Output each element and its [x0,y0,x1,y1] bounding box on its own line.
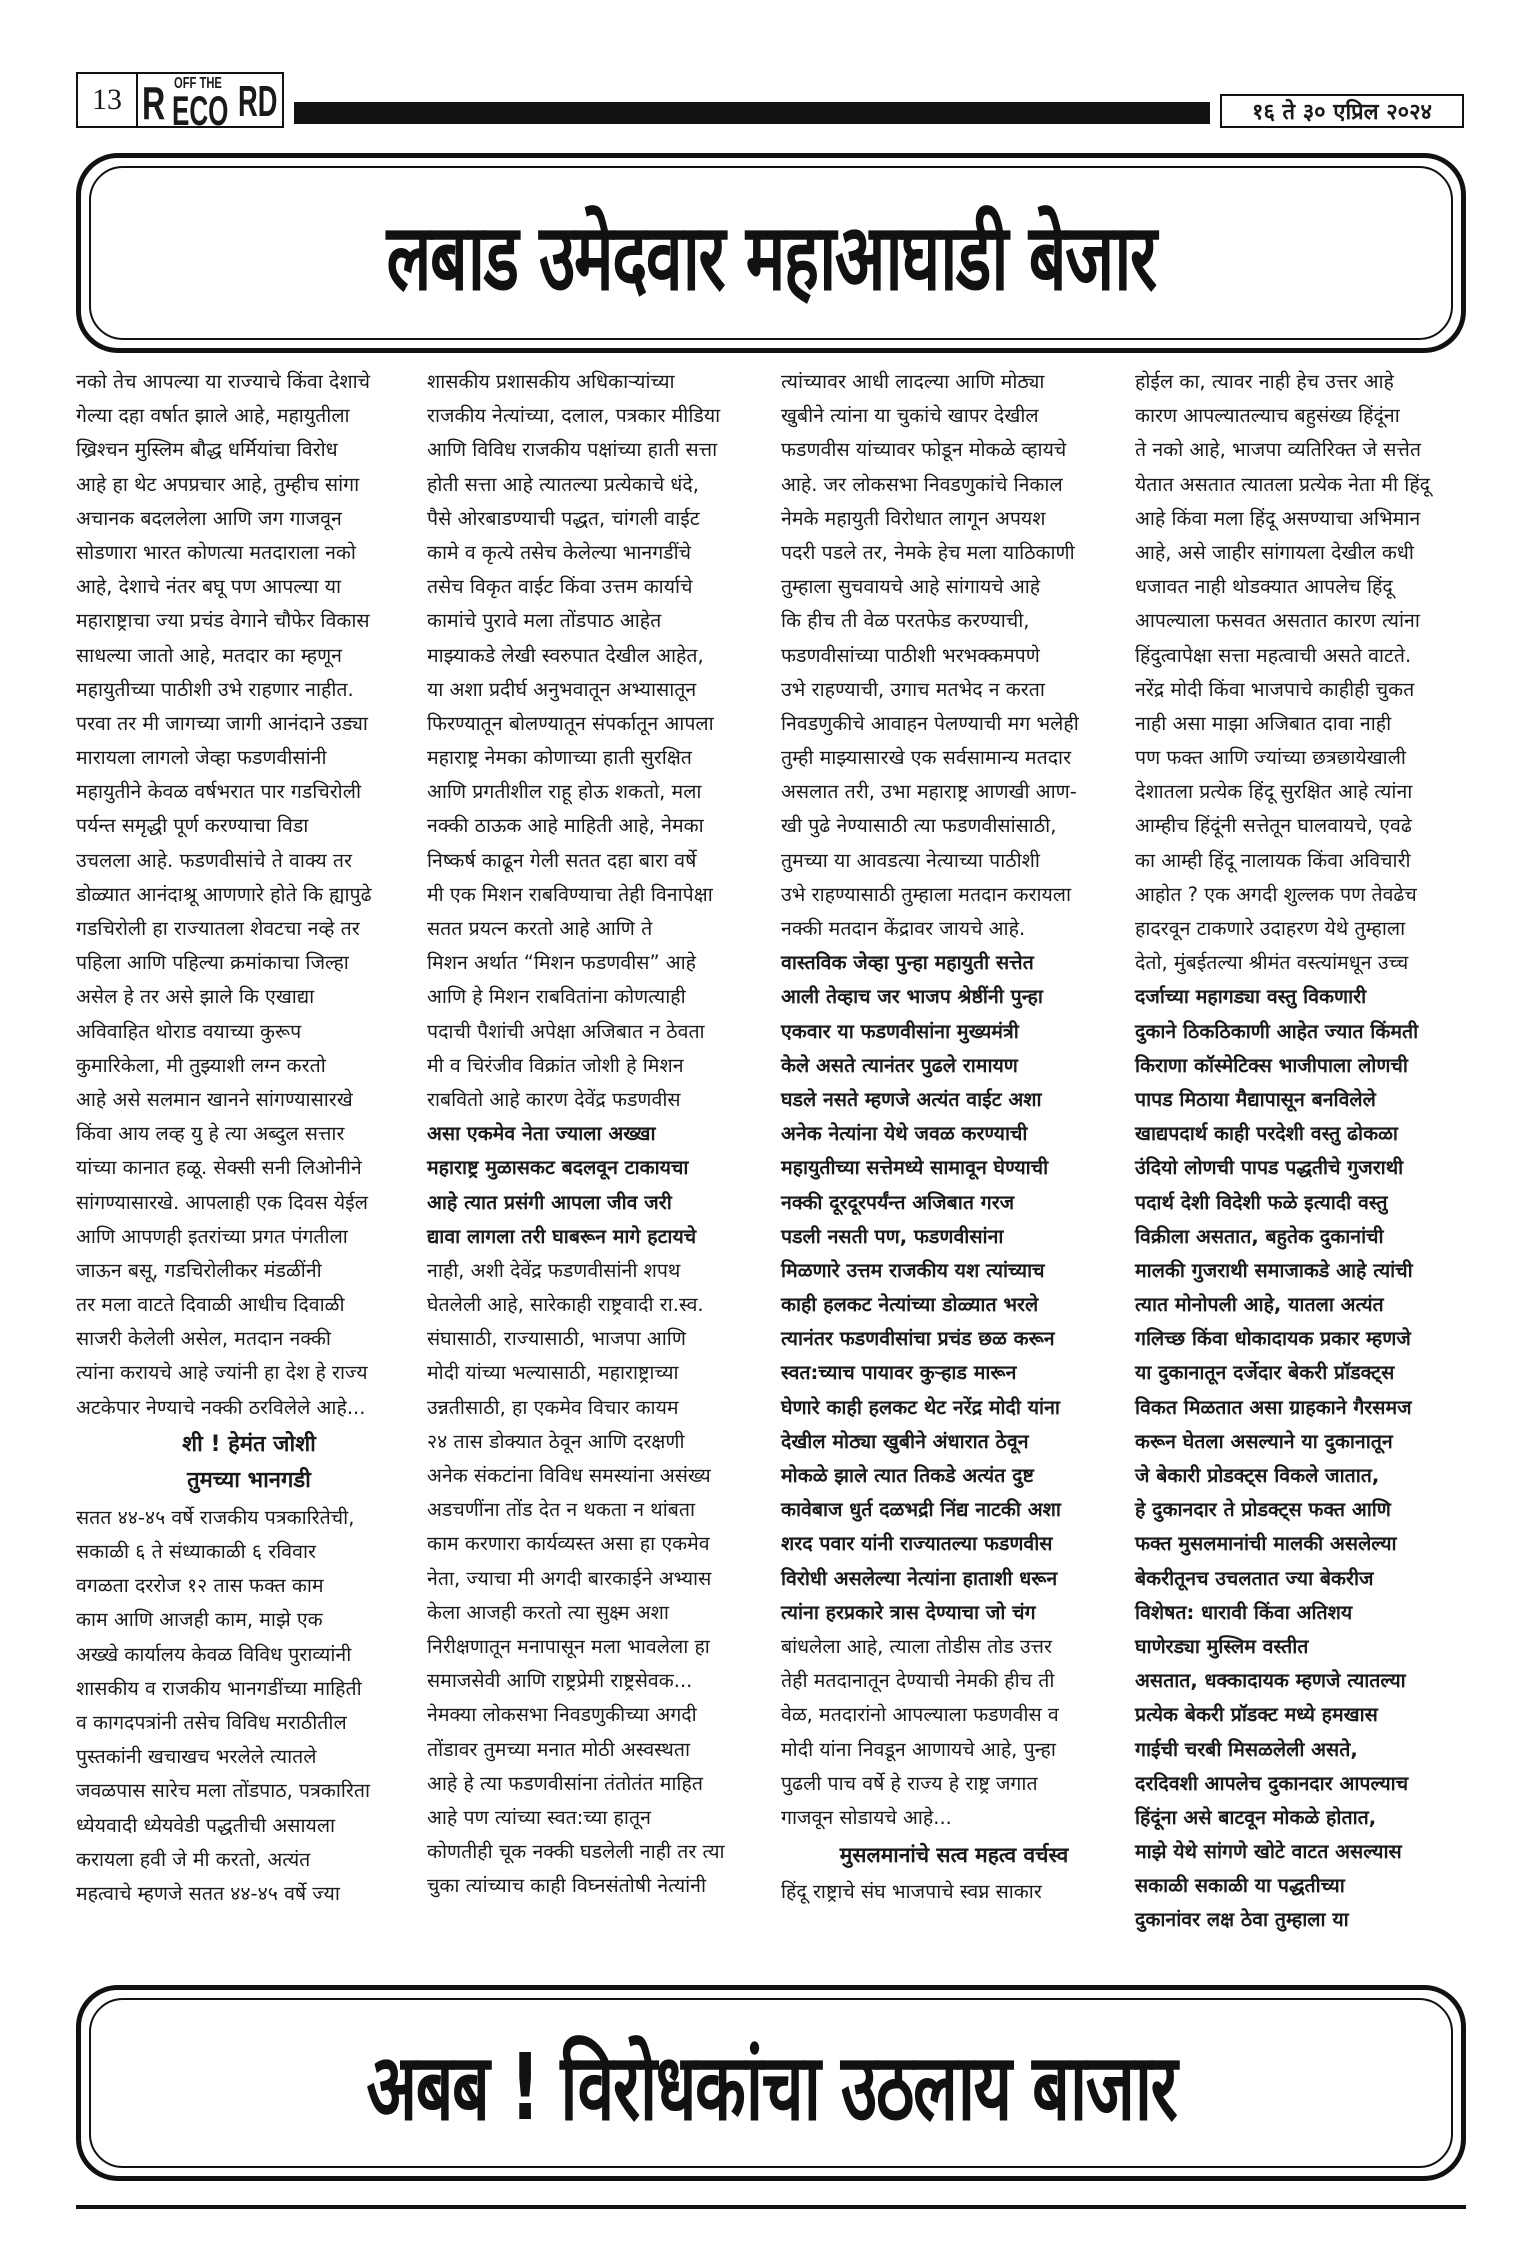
text-line: दर्जाच्या महागड्या वस्तु विकणारी [1135,985,1367,1009]
text-line: केला आजही करतो त्या सुक्ष्म अशा [427,1600,669,1624]
text-line: काम आणि आजही काम, माझे एक [76,1608,323,1632]
text-line: मालकी गुजराथी समाजाकडे आहे त्यांची [1135,1258,1413,1282]
text-line: पापड मिठाया मैद्यापासून बनविलेले [1135,1087,1376,1111]
text-line: बांधलेला आहे, त्याला तोडीस तोड उत्तर [781,1634,1052,1658]
text-line: निवडणुकीचे आवाहन पेलण्याची मग भलेही [781,711,1079,735]
text-line: परवा तर मी जागच्या जागी आनंदाने उड्या [76,711,368,735]
text-line: विरोधी असलेल्या नेत्यांना हाताशी धरून [781,1566,1058,1590]
text-line: त्यांना करायचे आहे ज्यांनी हा देश हे राज्य [76,1361,368,1385]
text-line: डोळ्यात आनंदाश्रू आणणारे होते कि ह्यापुढे [76,882,372,906]
text-line: किंवा आय लव्ह यु हे त्या अब्दुल सत्तार [76,1122,345,1146]
text-line: अविवाहित थोराड वयाच्या कुरूप [76,1019,302,1043]
text-line: राजकीय नेत्यांच्या, दलाल, पत्रकार मीडिया [427,404,721,428]
text-line: आणि प्रगतीशील राहू होऊ शकतो, मला [427,780,702,804]
text-line: माझ्याकडे लेखी स्वरुपात देखील आहेत, [427,643,704,667]
text-line: महाराष्ट्राचा ज्या प्रचंड वेगाने चौफेर विकास [76,609,370,633]
text-line: वेळ, मतदारांनो आपल्याला फडणवीस व [781,1703,1059,1727]
text-line: शरद पवार यांनी राज्यातल्या फडणवीस [781,1532,1053,1556]
text-line: निष्कर्ष काढून गेली सतत दहा बारा वर्षे [427,848,697,872]
text-line: दुकानांवर लक्ष ठेवा तुम्हाला या [1135,1908,1349,1932]
text-line: आणि आपणही इतरांच्या प्रगत पंगतीला [76,1224,348,1248]
text-line: आहे पण त्यांच्या स्वत:च्या हातून [427,1805,651,1829]
subheading: मुसलमानांचे सत्व महत्व वर्चस्व [839,1843,1069,1868]
article-column-2 [427,365,773,1903]
text-line: हे दुकानदार ते प्रोडक्ट्स फक्त आणि [1135,1498,1391,1522]
headline-box-bottom [76,1985,1466,2181]
text-line: नक्की मतदान केंद्रावर जायचे आहे. [781,917,1026,940]
text-line: ते नको आहे, भाजपा व्यतिरिक्त जे सत्तेत [1135,438,1421,462]
text-line: यांच्या कानात हळू. सेक्सी सनी लिओनीने [76,1156,362,1180]
text-line: देखील मोठ्या खुबीने अंधारात ठेवून [781,1429,1029,1453]
text-line: एकवार या फडणवीसांना मुख्यमंत्री [781,1019,1019,1043]
text-line: समाजसेवी आणि राष्ट्रप्रेमी राष्ट्रसेवक... [427,1669,693,1693]
logo-letter-r: R [142,77,165,128]
text-line: पदार्थ देशी विदेशी फळे इत्यादी वस्तु [1135,1190,1388,1214]
text-line: कि हीच ती वेळ परतफेड करण्याची, [781,609,1030,633]
text-line: कामांचे पुरावे मला तोंडपाठ आहेत [427,609,662,633]
text-line: उचलला आहे. फडणवीसांचे ते वाक्य तर [76,848,352,872]
text-line: अनेक नेत्यांना येथे जवळ करण्याची [781,1122,1028,1146]
text-line: उभे राहण्यासाठी तुम्हाला मतदान करायला [781,882,1072,906]
text-line: अनेक संकटांना विविध समस्यांना असंख्य [427,1464,711,1487]
text-line: महायुतीच्या सत्तेमध्ये सामावून घेण्याची [781,1156,1049,1180]
text-line: ख्रिश्चन मुस्लिम बौद्ध धर्मियांचा विरोध [76,438,338,462]
text-line: नाही असा माझा अजिबात दावा नाही [1135,711,1392,735]
text-line: हादरवून टाकणारे उदाहरण येथे तुम्हाला [1135,917,1406,940]
text-line: सकाळी ६ ते संध्याकाळी ६ रविवार [76,1540,316,1563]
text-line: आहे हा थेट अपप्रचार आहे, तुम्हीच सांगा [76,472,360,496]
text-line: नक्की ठाऊक आहे माहिती आहे, नेमका [427,814,704,838]
article-column-1 [76,365,422,1911]
text-line: हिंदुत्वापेक्षा सत्ता महत्वाची असते वाटते. [1135,643,1412,667]
text-line: आली तेव्हाच जर भाजप श्रेष्ठींनी पुन्हा [781,985,1043,1009]
text-line: घाणेरड्या मुस्लिम वस्तीत [1135,1634,1309,1658]
text-line: संघासाठी, राज्यासाठी, भाजपा आणि [427,1327,686,1351]
logo-off-the: OFF THE [174,75,222,92]
text-line: मारायला लागलो जेव्हा फडणवीसांनी [76,746,327,770]
headline-box-top [76,153,1466,353]
text-line: आणि विविध राजकीय पक्षांच्या हाती सत्ता [427,438,718,462]
text-line: खुबीने त्यांना या चुकांचे खापर देखील [781,404,1039,428]
text-line: विकत मिळतात असा ग्राहकाने गैरसमज [1135,1395,1412,1419]
text-line: नेता, ज्याचा मी अगदी बारकाईने अभ्यास [427,1566,712,1590]
text-line: २४ तास डोक्यात ठेवून आणि दरक्षणी [427,1429,685,1453]
text-line: फडणवीस यांच्यावर फोडून मोकळे व्हायचे [781,438,1067,462]
text-line: करून घेतला असल्याने या दुकानातून [1135,1429,1393,1453]
text-line: कुमारिकेला, मी तुझ्याशी लग्न करतो [76,1053,326,1077]
text-line: अख्खे कार्यालय केवळ विविध पुराव्यांनी [76,1642,352,1666]
text-line: विशेषत: धारावी किंवा अतिशय [1135,1600,1353,1624]
text-line: आहे, देशाचे नंतर बघू पण आपल्या या [76,575,342,599]
text-line: मी व चिरंजीव विक्रांत जोशी हे मिशन [427,1053,684,1077]
text-line: पदाची पैशांची अपेक्षा अजिबात न ठेवता [427,1019,705,1043]
text-line: नक्की दूरदूरपर्यंन्त अजिबात गरज [781,1190,1015,1214]
text-line: अचानक बदललेला आणि जग गाजवून [76,506,342,530]
text-line: खी पुढे नेण्यासाठी त्या फडणवीसांसाठी, [781,814,1057,838]
text-line: पडली नसती पण, फडणवीसांना [781,1224,1004,1248]
column-1-body-continued [76,1501,422,1911]
headline-bottom: अबब ! विरोधकांचा उठलाय बाजार [366,2033,1176,2141]
text-line: नको तेच आपल्या या राज्याचे किंवा देशाचे [76,370,371,393]
text-line: त्यांच्यावर आधी लादल्या आणि मोठ्या [781,370,1045,393]
text-line: मोदी यांना निवडून आणायचे आहे, पुन्हा [781,1737,1056,1761]
text-line: किराणा कॉस्मेटिक्स भाजीपाला लोणची [1135,1053,1408,1077]
text-line: तुम्ही माझ्यासारखे एक सर्वसामान्य मतदार [781,746,1072,770]
text-line: तुम्हाला सुचवायचे आहे सांगायचे आहे [781,575,1041,599]
text-line: आहे असे सलमान खानने सांगण्यासारखे [76,1087,353,1111]
article-column-3 [781,365,1127,1909]
column-3-body [781,365,1127,1835]
text-line: महायुतीच्या पाठीशी उभे राहणार नाहीत. [76,677,354,701]
text-line: नेमके महायुती विरोधात लागून अपयश [781,506,1046,530]
text-line: कामे व कृत्ये तसेच केलेल्या भानगडींचे [427,540,692,564]
text-line: सतत प्रयत्न करतो आहे आणि ते [427,917,653,940]
text-line: नाही, अशी देवेंद्र फडणवीसांनी शपथ [427,1258,681,1282]
text-line: मोकळे झाले त्यात तिकडे अत्यंत दुष्ट [781,1464,1034,1487]
text-line: आहे, असे जाहीर सांगायला देखील कधी [1135,540,1414,564]
text-line: फक्त मुसलमानांची मालकी असलेल्या [1135,1532,1397,1556]
text-line: आहे किंवा मला हिंदू असण्याचा अभिमान [1135,506,1421,530]
text-line: महाराष्ट्र मुळासकट बदलवून टाकायचा [427,1156,689,1180]
text-line: निरीक्षणातून मनापासून मला भावलेला हा [427,1634,710,1658]
text-line: सोडणारा भारत कोणत्या मतदाराला नको [76,540,356,564]
text-line: आम्हीच हिंदूंनी सत्तेतून घालवायचे, एवढे [1135,814,1412,838]
text-line: येतात असतात त्यातला प्रत्येक नेता मी हिंदू [1135,472,1431,496]
text-line: राबवितो आहे कारण देवेंद्र फडणवीस [427,1087,681,1111]
column-4-body [1135,365,1481,1938]
text-line: मिशन अर्थात “मिशन फडणवीस” आहे [427,951,697,975]
headline-top: लबाड उमेदवार महाआघाडी बेजार [386,203,1156,311]
text-line: साजरी केलेली असेल, मतदान नक्की [76,1327,331,1351]
text-line: उभे राहण्याची, उगाच मतभेद न करता [781,677,1045,701]
column-1-body [76,365,422,1425]
issue-date: १६ ते ३० एप्रिल २०२४ [1220,94,1464,128]
text-line: त्यांना हरप्रकारे त्रास देण्याचा जो चंग [781,1600,1036,1624]
text-line: वगळता दररोज १२ तास फक्त काम [76,1574,324,1598]
text-line: तुमच्या या आवडत्या नेत्याच्या पाठीशी [781,848,1040,872]
text-line: कावेबाज धुर्त दळभद्री निंद्य नाटकी अशा [781,1498,1061,1522]
article-column-4 [1135,365,1481,1938]
text-line: कोणतीही चूक नक्की घडलेली नाही तर त्या [427,1840,725,1864]
text-line: मोदी यांच्या भल्यासाठी, महाराष्ट्राच्या [427,1361,679,1385]
text-line: नरेंद्र मोदी किंवा भाजपाचे काहीही चुकत [1135,677,1415,701]
bottom-rule [76,2205,1466,2209]
masthead [76,72,1464,130]
text-line: तर मला वाटते दिवाळी आधीच दिवाळी [76,1293,345,1317]
text-line: सकाळी सकाळी या पद्धतीच्या [1135,1874,1345,1898]
text-line: अडचणींना तोंड देत न थकता न थांबता [427,1498,696,1522]
text-line: पर्यन्त समृद्धी पूर्ण करण्याचा विडा [76,814,309,838]
text-line: फडणवीसांच्या पाठीशी भरभक्कमपणे [781,643,1040,667]
text-line: विक्रीला असतात, बहुतेक दुकानांची [1135,1224,1384,1248]
text-line: अटकेपार नेण्याचे नक्की ठरविलेले आहे... [76,1395,366,1419]
text-line: केले असते त्यानंतर पुढले रामायण [781,1053,1018,1077]
text-line: स्वत:च्याच पायावर कुऱ्हाड मारून [781,1361,1017,1385]
text-line: का आम्ही हिंदू नालायक किंवा अविचारी [1135,848,1411,872]
text-line: खाद्यपदार्थ काही परदेशी वस्तु ढोकळा [1135,1122,1398,1146]
text-line: असेल हे तर असे झाले कि एखाद्या [76,985,315,1009]
text-line: दुकाने ठिकठिकाणी आहेत ज्यात किंमती [1135,1019,1419,1043]
masthead-bar [294,102,1210,124]
text-line: मी एक मिशन राबविण्याचा तेही विनापेक्षा [427,882,713,906]
text-line: आहोत ? एक अगदी शुल्लक पण तेवढेच [1135,882,1417,906]
text-line: जाऊन बसू, गडचिरोलीकर मंडळींनी [76,1258,322,1282]
text-line: माझे येथे सांगणे खोटे वाटत असल्यास [1135,1840,1402,1864]
text-line: प्रत्येक बेकरी प्रॉडक्ट मध्ये हमखास [1135,1703,1378,1727]
text-line: काम करणारा कार्यव्यस्त असा हा एकमेव [427,1532,710,1556]
headline-box-inner [89,166,1453,340]
text-line: पदरी पडले तर, नेमके हेच मला याठिकाणी [781,540,1075,564]
text-line: बेकरीतूनच उचलतात ज्या बेकरीज [1135,1566,1374,1590]
text-line: शासकीय व राजकीय भानगडींच्या माहिती [76,1676,362,1700]
text-line: गडचिरोली हा राज्यातला शेवटचा नव्हे तर [76,917,360,940]
text-line: घेतलेली आहे, सारेकाही राष्ट्रवादी रा.स्व. [427,1293,704,1317]
text-line: जे बेकारी प्रोडक्ट्स विकले जातात, [1135,1464,1380,1487]
text-line: पहिला आणि पहिल्या क्रमांकाचा जिल्हा [76,951,349,975]
text-line: शासकीय प्रशासकीय अधिकाऱ्यांच्या [427,370,675,393]
text-line: तेही मतदानातून देण्याची नेमकी हीच ती [781,1669,1055,1693]
text-line: आणि हे मिशन राबवितांना कोणत्याही [427,985,686,1009]
text-line: आहे. जर लोकसभा निवडणुकांचे निकाल [781,472,1063,496]
text-line: असलात तरी, उभा महाराष्ट्र आणखी आण- [781,780,1077,804]
text-line: काही हलकट नेत्यांच्या डोळ्यात भरले [781,1293,1039,1317]
text-line: सांगण्यासारखे. आपलाही एक दिवस येईल [76,1190,368,1214]
page-number: 13 [76,72,138,128]
text-line: गाईची चरबी मिसळलेली असते, [1135,1737,1358,1761]
text-line: हिंदूंना असे बाटवून मोकळे होतात, [1135,1805,1377,1829]
text-line: व कागदपत्रांनी तसेच विविध मराठीतील [76,1710,347,1734]
text-line: आपल्याला फसवत असतात कारण त्यांना [1135,609,1420,633]
text-line: होती सत्ता आहे त्यातल्या प्रत्येकाचे धंदे, [427,472,699,496]
text-line: पैसे ओरबाडण्याची पद्धत, चांगली वाईट [427,506,700,530]
text-line: उन्नतीसाठी, हा एकमेव विचार कायम [427,1395,679,1419]
text-line: जवळपास सारेच मला तोंडपाठ, पत्रकारिता [76,1779,371,1803]
text-line: आहे त्यात प्रसंगी आपला जीव जरी [427,1190,672,1214]
text-line: कारण आपल्यातल्याच बहुसंख्य हिंदूंना [1135,404,1400,428]
text-line: या अशा प्रदीर्घ अनुभवातून अभ्यासातून [427,677,697,701]
text-line: चुका त्यांच्याच काही विघ्नसंतोषी नेत्यांनी [427,1874,707,1898]
headline-box-inner [89,1998,1453,2168]
text-line: महाराष्ट्र नेमका कोणाच्या हाती सुरक्षित [427,746,692,770]
logo-rd: RD [238,77,278,126]
text-line: होईल का, त्यावर नाही हेच उत्तर आहे [1135,370,1394,393]
text-line: त्यात मोनोपली आहे, यातला अत्यंत [1135,1293,1384,1317]
text-line: या दुकानातून दर्जेदार बेकरी प्रॉडक्ट्स [1135,1361,1395,1385]
text-line: घडले नसते म्हणजे अत्यंत वाईट अशा [781,1087,1042,1111]
text-line: धजावत नाही थोडक्यात आपलेच हिंदू [1135,575,1393,599]
text-line: पण फक्त आणि ज्यांच्या छत्रछायेखाली [1135,746,1406,770]
text-line: नेमक्या लोकसभा निवडणुकीच्या अगदी [427,1703,697,1727]
text-line: देशातला प्रत्येक हिंदू सुरक्षित आहे त्यांना [1135,780,1413,804]
text-line: करायला हवी जे मी करतो, अत्यंत [76,1847,311,1871]
text-line: त्यानंतर फडणवीसांचा प्रचंड छळ करून [781,1327,1055,1351]
text-line: महत्वाचे म्हणजे सतत ४४-४५ वर्षे ज्या [76,1881,340,1905]
column-2-body [427,365,773,1903]
text-line: महायुतीने केवळ वर्षभरात पार गडचिरोली [76,780,362,804]
text-line: असा एकमेव नेता ज्याला अख्खा [427,1122,656,1146]
text-line: आहे हे त्या फडणवीसांना तंतोतंत माहित [427,1771,703,1795]
text-line: द्यावा लागला तरी घाबरून मागे हटायचे [427,1224,697,1248]
subheading: तुमच्या भानगडी [187,1467,311,1493]
text-line: गाजवून सोडायचे आहे... [781,1805,952,1829]
text-line: पुस्तकांनी खचाखच भरलेले त्यातले [76,1745,317,1769]
text-line: सतत ४४-४५ वर्षे राजकीय पत्रकारितेची, [76,1505,355,1529]
off-the-record-logo [138,72,284,128]
logo-eco: ECO [172,87,229,128]
column-3-body-continued [781,1875,1127,1909]
text-line: तसेच विकृत वाईट किंवा उत्तम कार्याचे [427,575,693,599]
text-line: घेणारे काही हलकट थेट नरेंद्र मोदी यांना [781,1395,1060,1419]
text-line: गलिच्छ किंवा धोकादायक प्रकार म्हणजे [1135,1327,1411,1351]
text-line: गेल्या दहा वर्षात झाले आहे, महायुतीला [76,404,350,428]
text-line: पुढली पाच वर्षे हे राज्य हे राष्ट्र जगात [781,1771,1038,1795]
byline: शी ! हेमंत जोशी [182,1431,316,1457]
text-line: तोंडावर तुमच्या मनात मोठी अस्वस्थता [427,1737,691,1761]
text-line: मिळणारे उत्तम राजकीय यश त्यांच्याच [781,1258,1045,1282]
text-line: साधल्या जातो आहे, मतदार का म्हणून [76,643,343,667]
text-line: वास्तविक जेव्हा पुन्हा महायुती सत्तेत [781,951,1034,975]
text-line: असतात, धक्कादायक म्हणजे त्यातल्या [1135,1669,1406,1693]
text-line: उंदियो लोणची पापड पद्धतीचे गुजराथी [1135,1156,1404,1180]
text-line: दरदिवशी आपलेच दुकानदार आपल्याच [1135,1771,1409,1795]
text-line: ध्येयवादी ध्येयवेडी पद्धतीची असायला [76,1813,336,1837]
text-line: फिरण्यातून बोलण्यातून संपर्कातून आपला [427,711,714,735]
text-line: देतो, मुंबईतल्या श्रीमंत वस्त्यांमधून उच्च [1135,951,1409,975]
text-line: हिंदू राष्ट्राचे संघ भाजपाचे स्वप्न साकार [781,1880,1042,1904]
